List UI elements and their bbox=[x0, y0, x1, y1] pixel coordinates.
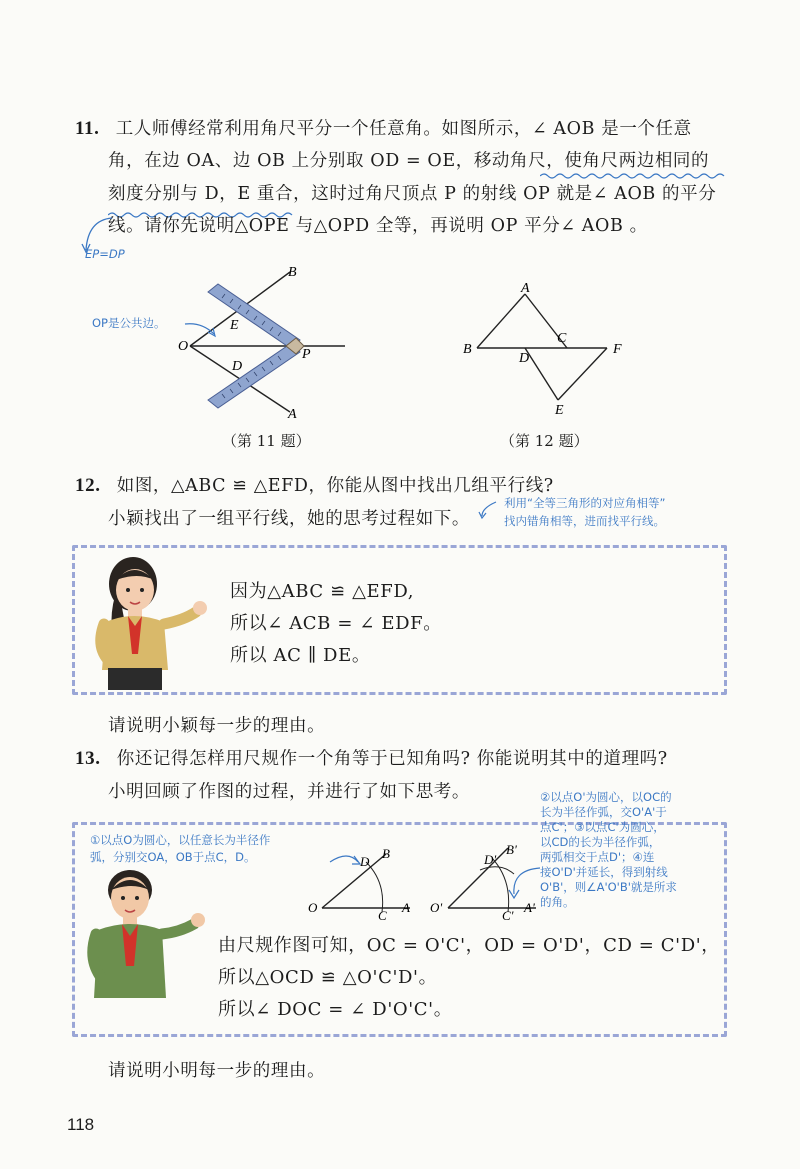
fig11-label-d: D bbox=[232, 359, 243, 374]
note-13-left-2: 弧，分别交OA，OB于点C，D。 bbox=[90, 850, 256, 864]
problem-12-number: 12. bbox=[75, 475, 101, 496]
fig13-label-d: D bbox=[360, 854, 370, 869]
note-13-right bbox=[540, 790, 677, 910]
fig13-label-b-prime: B' bbox=[506, 842, 517, 857]
note-13-right-6: 接O'D'并延长，得到射线 bbox=[540, 865, 668, 879]
problem-12-after: 请说明小颖每一步的理由。 bbox=[108, 716, 326, 736]
box-12-line-2: 所以∠ ACB = ∠ EDF。 bbox=[230, 613, 442, 634]
problem-13-number: 13. bbox=[75, 748, 101, 769]
boy-illustration bbox=[82, 862, 212, 1002]
fig13-label-b: B bbox=[382, 846, 390, 861]
problem-11-number: 11. bbox=[75, 118, 100, 139]
fig12-label-c: C bbox=[557, 331, 567, 346]
problem-13-text-1: 你还记得怎样用尺规作一个角等于已知角吗? 你能说明其中的道理吗? bbox=[116, 749, 668, 769]
fig12-label-e: E bbox=[555, 403, 564, 418]
fig13-label-c: C bbox=[378, 908, 387, 920]
figure-13 bbox=[300, 840, 550, 920]
girl-illustration bbox=[88, 550, 218, 692]
fig12-label-d: D bbox=[519, 351, 530, 366]
box-13-line-2: 所以△OCD ≌ △O'C'D'。 bbox=[218, 967, 438, 988]
bracket-arrow-12 bbox=[478, 500, 500, 520]
note-13-left-1: ①以点O为圆心，以任意长为半径作 bbox=[90, 833, 271, 847]
problem-11-line-4: 线。请你先说明△OPE 与△OPD 全等，再说明 OP 平分∠ AOB 。 bbox=[108, 216, 648, 236]
box-12-line-1: 因为△ABC ≌ △EFD, bbox=[230, 581, 415, 602]
fig11-label-p: P bbox=[302, 347, 311, 362]
fig12-label-f: F bbox=[613, 342, 622, 357]
note-13-right-7: O'B'，则∠A'O'B'就是所求 bbox=[540, 880, 677, 894]
fig13-label-c-prime: C' bbox=[502, 908, 514, 920]
problem-11-line-3: 刻度分别与 D，E 重合，这时过角尺顶点 P 的射线 OP 就是∠ AOB 的平分 bbox=[108, 184, 717, 204]
box-13-line-3: 所以∠ DOC = ∠ D'O'C'。 bbox=[218, 999, 453, 1020]
fig13-label-a: A bbox=[402, 900, 410, 915]
fig12-label-b: B bbox=[463, 342, 472, 357]
problem-12-text-1: 如图，△ABC ≌ △EFD，你能从图中找出几组平行线? bbox=[116, 476, 554, 496]
problem-13-after: 请说明小明每一步的理由。 bbox=[108, 1061, 326, 1081]
note-op-common-side: OP是公共边。 bbox=[92, 316, 166, 330]
fig13-label-o-prime: O' bbox=[430, 900, 443, 915]
problem-11-underline-mark bbox=[540, 171, 728, 177]
fig13-label-o: O bbox=[308, 900, 318, 915]
fig13-label-a-prime: A' bbox=[524, 900, 535, 915]
problem-11-line-1 bbox=[75, 117, 692, 141]
note-13-right-4: 以CD的长为半径作弧， bbox=[540, 835, 661, 849]
fig11-label-a: A bbox=[288, 407, 297, 422]
problem-11-underline-mark-2 bbox=[108, 203, 296, 211]
note-13-right-2: 长为半径作弧，交O'A'于 bbox=[540, 805, 667, 819]
note-13-right-1: ②以点O'为圆心，以OC的 bbox=[540, 790, 672, 804]
note-13-right-5: 两弧相交于点D'；④连 bbox=[540, 850, 655, 864]
note-12-line-1: 利用“全等三角形的对应角相等” bbox=[504, 496, 666, 510]
fig12-label-a: A bbox=[521, 281, 530, 296]
page-number: 118 bbox=[67, 1115, 95, 1134]
figure-11 bbox=[90, 262, 360, 422]
figure-12 bbox=[455, 280, 635, 420]
fig11-label-o: O bbox=[178, 339, 189, 354]
fig11-label-b: B bbox=[288, 265, 297, 280]
problem-12-line-1 bbox=[75, 474, 554, 498]
note-13-right-8: 的角。 bbox=[540, 895, 575, 909]
fig13-label-d-prime: D' bbox=[484, 852, 497, 867]
problem-13-line-2: 小明回顾了作图的过程，并进行了如下思考。 bbox=[108, 782, 470, 802]
problem-11-line-2: 角，在边 OA、边 OB 上分别取 OD = OE，移动角尺，使角尺两边相同的 bbox=[108, 151, 710, 171]
note-13-right-3: 点C'；③以点C'为圆心， bbox=[540, 820, 665, 834]
problem-12-line-2: 小颖找出了一组平行线，她的思考过程如下。 bbox=[108, 509, 470, 529]
box-12-line-3: 所以 AC ∥ DE。 bbox=[230, 645, 371, 666]
figure-11-caption: （第 11 题） bbox=[222, 432, 311, 450]
box-13-line-1: 由尺规作图可知，OC = O'C'，OD = O'D'，CD = C'D'， bbox=[218, 935, 720, 956]
note-12-line-2: 找内错角相等，进而找平行线。 bbox=[504, 514, 665, 528]
fig11-label-e: E bbox=[230, 318, 239, 333]
note-ep-dp: EP=DP bbox=[85, 247, 125, 261]
problem-13-line-1 bbox=[75, 747, 668, 771]
figure-12-caption: （第 12 题） bbox=[500, 432, 589, 450]
problem-11-text-1: 工人师傅经常利用角尺平分一个任意角。如图所示，∠ AOB 是一个任意 bbox=[115, 119, 692, 139]
